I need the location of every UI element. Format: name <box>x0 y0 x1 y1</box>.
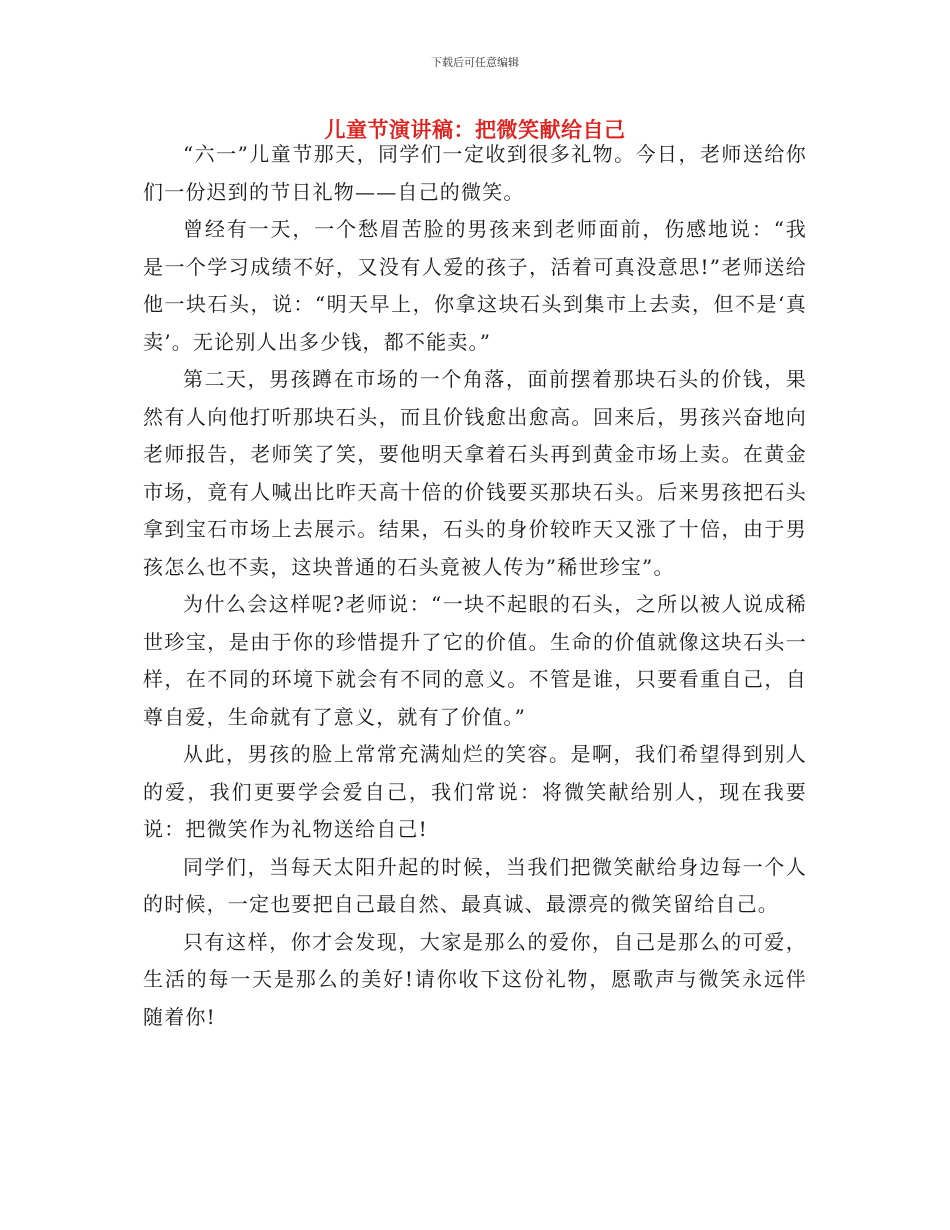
paragraph-7: 只有这样，你才会发现，大家是那么的爱你，自己是那么的可爱，生活的每一天是那么的美好!请你收下这份礼物，愿歌声与微笑永远伴随着你! <box>143 929 807 1029</box>
paragraph-4: 为什么会这样呢?老师说：“一块不起眼的石头，之所以被人说成稀世珍宝，是由于你的珍惜提升了它的价值。生命的价值就像这块石头一样，在不同的环境下就会有不同的意义。不管是谁，只要看重自己，自尊自爱，生命就有了意义，就有了价值。” <box>143 592 807 729</box>
paragraph-2: 曾经有一天，一个愁眉苦脸的男孩来到老师面前，伤感地说：“我是一个学习成绩不好，又没有人爱的孩子，活着可真没意思!”老师送给他一块石头，说：“明天早上，你拿这块石头到集市上去卖，但不是‘真卖’。无论别人出多少钱，都不能卖。” <box>143 217 807 354</box>
paragraph-5: 从此，男孩的脸上常常充满灿烂的笑容。是啊，我们希望得到别人的爱，我们更要学会爱自己，我们常说：将微笑献给别人，现在我要说：把微笑作为礼物送给自己! <box>143 742 807 841</box>
paragraph-1: “六一”儿童节那天，同学们一定收到很多礼物。今日，老师送给你们一份迟到的节日礼物——自己的微笑。 <box>143 142 807 204</box>
document-title: 儿童节演讲稿：把微笑献给自己 <box>324 118 626 142</box>
paragraph-6: 同学们，当每天太阳升起的时候，当我们把微笑献给身边每一个人的时候，一定也要把自己最自然、最真诚、最漂亮的微笑留给自己。 <box>143 854 807 916</box>
document-body <box>143 136 807 1036</box>
header-note: 下载后可任意编辑 <box>431 56 519 69</box>
paragraph-3: 第二天，男孩蹲在市场的一个角落，面前摆着那块石头的价钱，果然有人向他打听那块石头，而且价钱愈出愈高。回来后，男孩兴奋地向老师报告，老师笑了笑，要他明天拿着石头再到黄金市场上卖。在黄金市场，竟有人喊出比昨天高十倍的价钱要买那块石头。后来男孩把石头拿到宝石市场上去展示。结果，石头的身价较昨天又涨了十倍，由于男孩怎么也不卖，这块普通的石头竟被人传为”稀世珍宝”。 <box>143 367 807 579</box>
